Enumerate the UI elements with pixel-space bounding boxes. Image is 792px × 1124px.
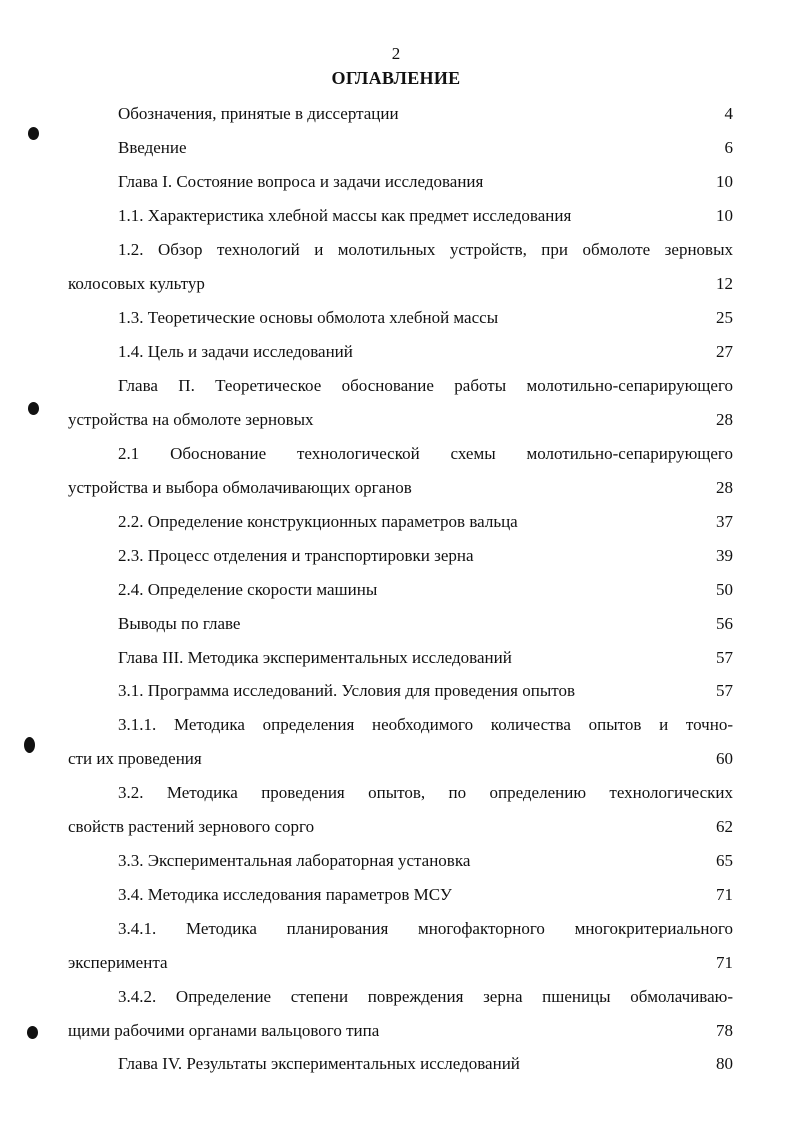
toc-entry-page: 65 — [716, 851, 733, 870]
toc-entry-page: 71 — [716, 885, 733, 904]
page-number: 2 — [391, 44, 401, 63]
toc-entry: 2.2. Определение конструкционных параметров вальца — [118, 512, 518, 531]
toc-entry-page: 4 — [724, 104, 733, 123]
toc-entry: Глава III. Методика экспериментальных исследований — [118, 648, 512, 667]
toc-entry-page: 50 — [716, 580, 733, 599]
toc-entry-page: 56 — [716, 614, 733, 633]
toc-entry-page: 12 — [716, 274, 733, 293]
toc-entry-continuation: колосовых культур — [68, 274, 205, 293]
toc-entry: Глава IV. Результаты экспериментальных исследований — [118, 1054, 520, 1073]
toc-entry: 2.4. Определение скорости машины — [118, 580, 378, 599]
toc-entry: 3.1. Программа исследований. Условия для проведения опытов — [118, 681, 575, 700]
toc-entry-page: 57 — [716, 681, 733, 700]
toc-entry-page: 80 — [716, 1054, 733, 1073]
toc-entry: 1.2. Обзор технологий и молотильных устройств, при обмолоте зерновых — [118, 240, 733, 259]
toc-entry: 3.4.2. Определение степени повреждения зерна пшеницы обмолачиваю- — [118, 987, 733, 1006]
toc-entry-page: 10 — [716, 172, 733, 191]
toc-entry-page: 37 — [716, 512, 733, 531]
toc-entry: Глава П. Теоретическое обоснование работы молотильно-сепарирующего — [118, 376, 733, 395]
toc-entry: 3.2. Методика проведения опытов, по определению технологических — [118, 783, 733, 802]
toc-entry-page: 27 — [716, 342, 733, 361]
toc-entry-page: 57 — [716, 648, 733, 667]
toc-entry: 3.1.1. Методика определения необходимого количества опытов и точно- — [118, 715, 733, 734]
toc-entry-page: 10 — [716, 206, 733, 225]
toc-entry: 2.3. Процесс отделения и транспортировки зерна — [118, 546, 474, 565]
toc-entry-continuation: устройства на обмолоте зерновых — [68, 410, 314, 429]
toc-entry: 2.1 Обоснование технологической схемы молотильно-сепарирующего — [118, 444, 733, 463]
toc-entry: 3.4.1. Методика планирования многофакторного многокритериального — [118, 919, 733, 938]
toc-entry-page: 6 — [724, 138, 733, 157]
toc-entry-continuation: щими рабочими органами вальцового типа — [68, 1021, 380, 1040]
toc-entry: 1.4. Цель и задачи исследований — [118, 342, 353, 361]
toc-entry-continuation: эксперимента — [68, 953, 168, 972]
toc-entry: Глава I. Состояние вопроса и задачи исследования — [118, 172, 484, 191]
toc-entry-continuation: сти их проведения — [68, 749, 202, 768]
toc-entry: Введение — [118, 138, 187, 157]
toc-entry-page: 62 — [716, 817, 733, 836]
toc-entry: 3.3. Экспериментальная лабораторная установка — [118, 851, 471, 870]
toc-entry-continuation: устройства и выбора обмолачивающих органов — [68, 478, 412, 497]
toc-entry-page: 78 — [716, 1021, 733, 1040]
toc-entry-page: 60 — [716, 749, 733, 768]
toc-entry: 1.3. Теоретические основы обмолота хлебной массы — [118, 308, 499, 327]
toc-entry-continuation: свойств растений зернового сорго — [68, 817, 315, 836]
toc-entry-page: 28 — [716, 478, 733, 497]
toc-entry-page: 39 — [716, 546, 733, 565]
toc-entry-page: 71 — [716, 953, 733, 972]
toc-entry-page: 25 — [716, 308, 733, 327]
toc-entry-page: 28 — [716, 410, 733, 429]
page-title: ОГЛАВЛЕНИЕ — [331, 68, 461, 88]
toc-entry: 3.4. Методика исследования параметров МСУ — [118, 885, 452, 904]
toc-entry: 1.1. Характеристика хлебной массы как предмет исследования — [118, 206, 572, 225]
toc-entry: Обозначения, принятые в диссертации — [118, 104, 399, 123]
toc-entry: Выводы по главе — [118, 614, 241, 633]
